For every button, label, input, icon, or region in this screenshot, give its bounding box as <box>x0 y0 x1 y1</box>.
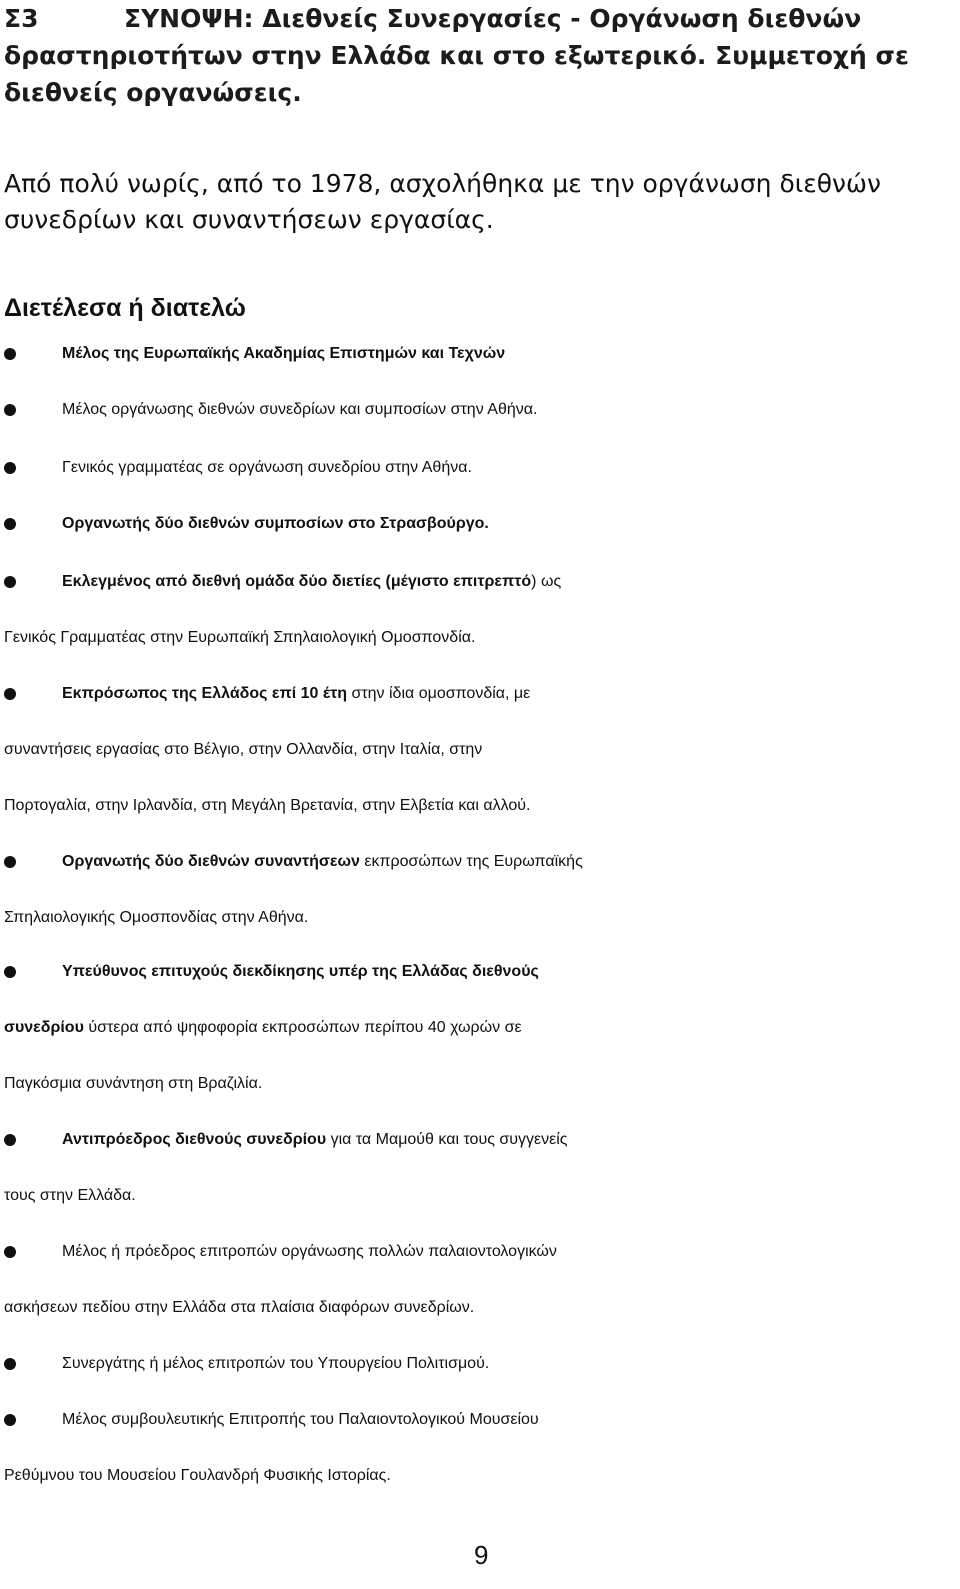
list-item-continuation: Γενικός Γραμματέας στην Ευρωπαϊκή Σπηλαιολογική Ομοσπονδία. <box>4 629 476 646</box>
list-item <box>4 834 954 946</box>
list-item <box>4 1112 954 1224</box>
page-number: 9 <box>474 1540 489 1570</box>
list-item <box>4 1224 954 1336</box>
list-item <box>4 496 954 552</box>
list-item-continuation: Παγκόσμια συνάντηση στη Βραζιλία. <box>4 1075 263 1092</box>
list-item-line <box>4 326 954 382</box>
list-item-line <box>4 1336 954 1392</box>
list-item-text: Μέλος οργάνωσης διεθνών συνεδρίων και συμποσίων στην Αθήνα. <box>62 401 538 418</box>
list-item <box>4 382 954 438</box>
list-item-text: Γενικός γραμματέας σε οργάνωση συνεδρίου στην Αθήνα. <box>62 459 472 476</box>
list-item-bold-text: Εκλεγμένος από διεθνή ομάδα δύο διετίες (μέγιστο επιτρεπτό <box>62 573 532 590</box>
section-number: Σ3 <box>4 4 39 33</box>
list-item-bold-text: Εκπρόσωπος της Ελλάδος επί 10 έτη <box>62 685 348 702</box>
list-item-continuation <box>4 1000 954 1056</box>
subheading: Διετέλεσα ή διατελώ <box>4 294 246 322</box>
list-item-text: στην ίδια ομοσπονδία, με <box>347 685 531 702</box>
list-item-line <box>4 554 954 610</box>
list-item-text: για τα Μαμούθ και τους συγγενείς <box>326 1131 568 1148</box>
bullet-dot-icon <box>4 348 16 360</box>
list-item <box>4 326 954 382</box>
bullet-dot-icon <box>4 966 16 978</box>
list-item <box>4 666 954 834</box>
list-item <box>4 1392 954 1504</box>
list-item-line <box>4 834 954 890</box>
list-item-bold-text: Υπεύθυνος επιτυχούς διεκδίκησης υπέρ της Ελλάδας διεθνούς <box>62 963 539 980</box>
bullet-dot-icon <box>4 1246 16 1258</box>
list-item-bold-text: Αντιπρόεδρος διεθνούς συνεδρίου <box>62 1131 327 1148</box>
list-item-line <box>4 1224 954 1280</box>
list-item-text: Μέλος συμβουλευτικής Επιτροπής του Παλαιοντολογικού Μουσείου <box>62 1411 539 1428</box>
section-heading <box>4 0 952 111</box>
list-item-line <box>4 496 954 552</box>
list-item-line <box>4 1392 954 1448</box>
list-item-text: εκπροσώπων της Ευρωπαϊκής <box>359 853 583 870</box>
list-item-line <box>4 382 954 438</box>
list-item-bold-text: Μέλος της Ευρωπαϊκής Ακαδημίας Επιστημών και Τεχνών <box>62 345 506 362</box>
list-item-continuation: Σπηλαιολογικής Ομοσπονδίας στην Αθήνα. <box>4 909 309 926</box>
list-item-bold-text: συνεδρίου <box>4 1019 84 1036</box>
intro-line: συνεδρίων και συναντήσεων εργασίας. <box>4 205 494 234</box>
list-item-continuation: Ρεθύμνου του Μουσείου Γουλανδρή Φυσικής Ιστορίας. <box>4 1467 391 1484</box>
list-item-text: ύστερα από ψηφοφορία εκπροσώπων περίπου 40 χωρών σε <box>83 1019 522 1036</box>
bullet-dot-icon <box>4 576 16 588</box>
list-item-line <box>4 944 954 1000</box>
bullet-dot-icon <box>4 1358 16 1370</box>
list-item-continuation: ασκήσεων πεδίου στην Ελλάδα στα πλαίσια διαφόρων συνεδρίων. <box>4 1299 475 1316</box>
list-item <box>4 554 954 666</box>
list-item-line <box>4 666 954 722</box>
list-item-line <box>4 440 954 496</box>
list-item <box>4 1336 954 1392</box>
list-item-continuation: Πορτογαλία, στην Ιρλανδία, στη Μεγάλη Βρετανία, στην Ελβετία και αλλού. <box>4 797 531 814</box>
list-item-continuation: συναντήσεις εργασίας στο Βέλγιο, στην Ολλανδία, στην Ιταλία, στην <box>4 741 483 758</box>
bullet-dot-icon <box>4 518 16 530</box>
list-item-line <box>4 1112 954 1168</box>
list-item-bold-text: Οργανωτής δύο διεθνών συναντήσεων <box>62 853 360 870</box>
bullet-dot-icon <box>4 856 16 868</box>
list-item-text: ) ως <box>531 573 562 590</box>
bullet-dot-icon <box>4 462 16 474</box>
bullet-dot-icon <box>4 1414 16 1426</box>
list-item-text: Μέλος ή πρόεδρος επιτροπών οργάνωσης πολλών παλαιοντολογικών <box>62 1243 557 1260</box>
intro-paragraph <box>4 166 952 238</box>
list-item-continuation: τους στην Ελλάδα. <box>4 1187 136 1204</box>
bullet-dot-icon <box>4 404 16 416</box>
bullet-dot-icon <box>4 688 16 700</box>
list-item <box>4 944 954 1112</box>
section-title: ΣΥΝΟΨΗ: Διεθνείς Συνεργασίες - Οργάνωση διεθνών δραστηριοτήτων στην Ελλάδα και στο εξωτερικό. Συμμετοχή σε διεθνείς οργανώσεις. <box>4 4 909 107</box>
list-item-text: Συνεργάτης ή μέλος επιτροπών του Υπουργείου Πολιτισμού. <box>62 1355 490 1372</box>
list-item <box>4 440 954 496</box>
list-item-bold-text: Οργανωτής δύο διεθνών συμποσίων στο Στρασβούργο. <box>62 515 489 532</box>
intro-line: Από πολύ νωρίς, από το 1978, ασχολήθηκα με την οργάνωση διεθνών <box>4 169 881 198</box>
bullet-dot-icon <box>4 1134 16 1146</box>
